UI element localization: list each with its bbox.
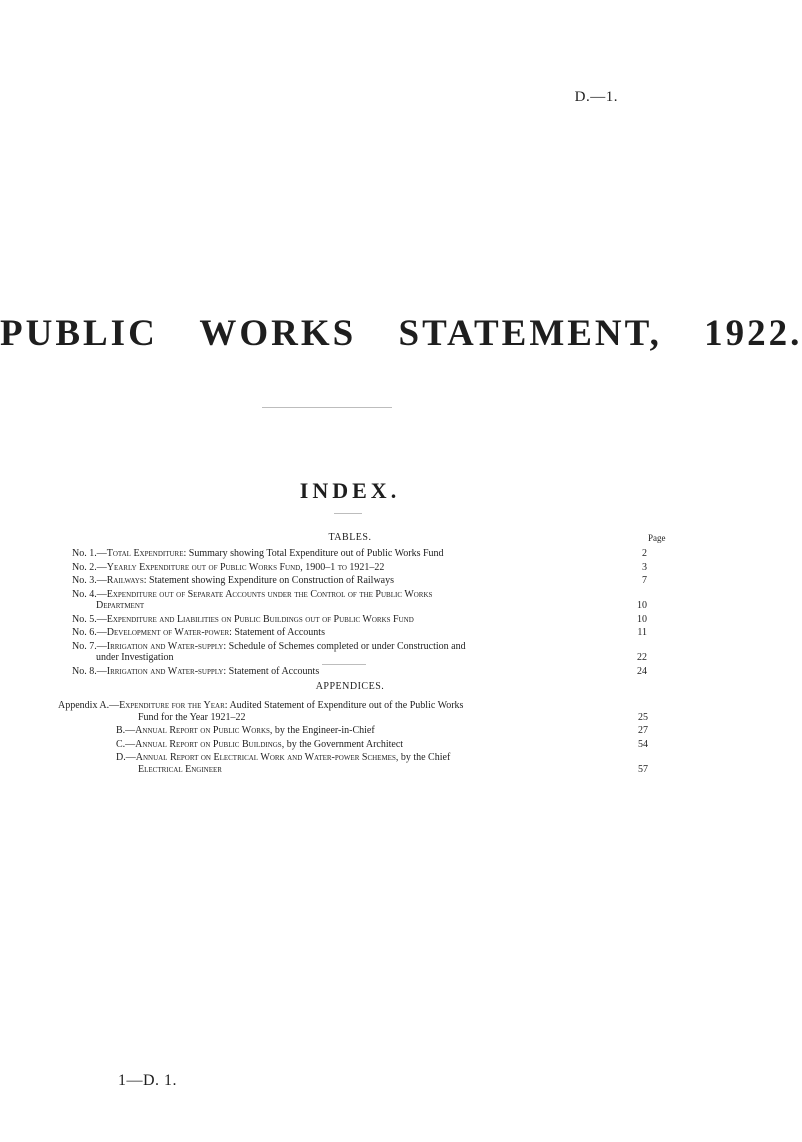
list-item: No. 4.—Expenditure out of Separate Accounts under the Control of the Public Works Department 10 (72, 588, 647, 611)
page-number: 10 (637, 613, 647, 625)
tables-heading: TABLES. (328, 532, 372, 543)
list-item: No. 1.—Total Expenditure: Summary showing Total Expenditure out of Public Works Fund 2 (72, 548, 647, 559)
appendices-heading: APPENDICES. (315, 681, 385, 692)
list-item: C.—Annual Report on Public Buildings, by the Government Architect 54 (116, 738, 648, 750)
page-number: 3 (642, 561, 647, 573)
list-item: No. 2.—Yearly Expenditure out of Public Works Fund, 1900–1 to 1921–22 3 (72, 561, 647, 573)
page-number: 54 (638, 738, 648, 750)
appendices-list (58, 700, 658, 777)
document-reference: D.—1. (574, 89, 618, 105)
index-title: INDEX. (299, 478, 401, 503)
page-number: 22 (637, 652, 647, 663)
page-column-label: Page (648, 533, 666, 543)
title-divider (262, 407, 392, 408)
list-item: Appendix A.—Expenditure for the Year: Audited Statement of Expenditure out of the Public Works Fund for the Year 1921–22 25 (58, 700, 648, 723)
list-item: No. 6.—Development of Water-power: Statement of Accounts 11 (72, 627, 647, 638)
list-item: D.—Annual Report on Electrical Work and Water-power Schemes, by the Chief Electrical Engineer 57 (116, 752, 648, 775)
page-number: 25 (638, 711, 648, 723)
list-item: No. 3.—Railways: Statement showing Expenditure on Construction of Railways 7 (72, 575, 647, 586)
index-divider (334, 513, 362, 514)
list-item: B.—Annual Report on Public Works, by the Engineer-in-Chief 27 (116, 725, 648, 736)
list-item: No. 5.—Expenditure and Liabilities on Public Buildings out of Public Works Fund 10 (72, 613, 647, 625)
page-number: 7 (642, 575, 647, 586)
section-divider (322, 664, 366, 665)
tables-list (72, 548, 657, 679)
printer-signature: 1—D. 1. (118, 1072, 178, 1089)
list-item: No. 8.—Irrigation and Water-supply: Statement of Accounts 24 (72, 665, 647, 677)
page-number: 11 (637, 627, 647, 638)
page-number: 24 (637, 665, 647, 677)
page-number: 2 (642, 548, 647, 559)
page-number: 57 (638, 763, 648, 775)
page-number: 10 (637, 600, 647, 611)
page-number: 27 (638, 725, 648, 736)
list-item: No. 7.—Irrigation and Water-supply: Schedule of Schemes completed or under Construction and under Investigation 22 (72, 640, 647, 663)
document-title: PUBLIC WORKS STATEMENT, 1922. (0, 313, 802, 354)
